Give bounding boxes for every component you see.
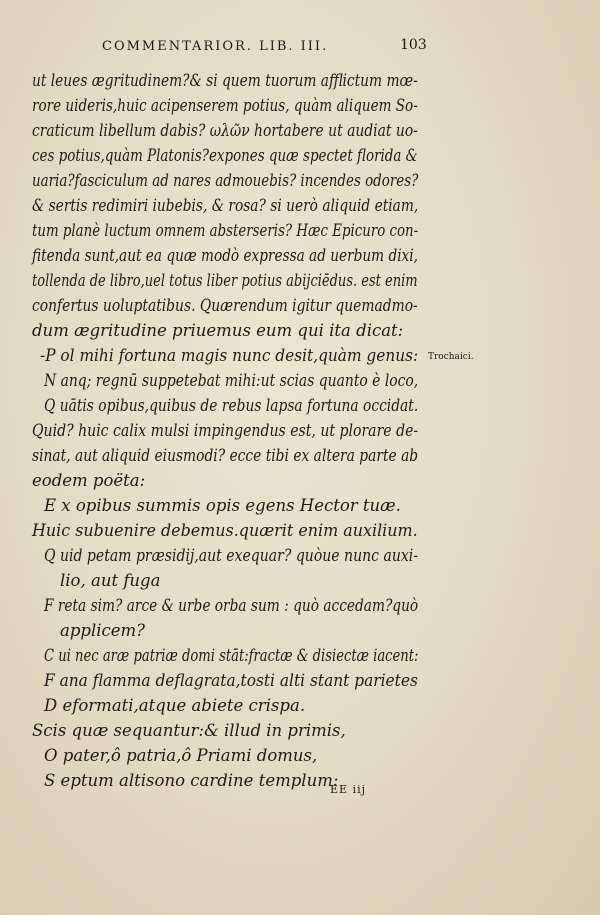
verse-line: N anq; regnū suppetebat mihi:ut scias quanto è loco, (44, 371, 419, 390)
verse-line: S eptum altisono cardine templum: (44, 771, 339, 790)
text-line: sinat, aut aliquid eiusmodi? ecce tibi ex altera parte ab (32, 446, 419, 465)
text-line: uaria?fasciculum ad nares admouebis? incendes odores? (32, 171, 419, 190)
margin-note: Trochaici. (428, 352, 474, 362)
text-line: Huic subuenire debemus.quærit enim auxilium. (32, 521, 418, 540)
text-line: confertus uoluptatibus. Quærendum igitur quemadmo- (32, 296, 418, 315)
running-title: COMMENTARIOR. LIB. III. (102, 39, 329, 54)
text-line: dum ægritudine priuemus eum qui ita dicat: (32, 321, 404, 340)
text-line: rore uideris,huic acipenserem potius, quàm aliquem So- (32, 96, 418, 115)
text-line: craticum libellum dabis? ωλῶν hortabere ut audiat uo- (32, 121, 418, 140)
text-line: ces potius,quàm Platonis?expones quæ spectet florida & (32, 146, 418, 165)
text-line: tum planè luctum omnem absterseris? Hæc Epicuro con- (32, 221, 419, 240)
verse-line: Q uātis opibus,quibus de rebus lapsa fortuna occidat. (44, 396, 419, 415)
verse-line: Q uid petam præsidij,aut exequar? quòue nunc auxi- (44, 546, 418, 565)
text-line: ut leues ægritudinem?& si quem tuorum afflictum mœ- (32, 71, 418, 90)
verse-line: F reta sim? arce & urbe orba sum : quò accedam?quò (44, 596, 419, 615)
verse-line: lio, aut fuga (60, 571, 161, 590)
verse-line: C ui nec aræ patriæ domi stāt:fractæ & disiectæ iacent: (44, 646, 419, 665)
text-line: & sertis redimiri iubebis, & rosa? si uerò aliquid etiam, (32, 196, 419, 215)
text-line: tollenda de libro,uel totus liber potius abijciēdus. est enim (32, 271, 418, 290)
verse-line: E x opibus summis opis egens Hector tuæ. (44, 496, 401, 515)
verse-line: D eformati,atque abiete crispa. (44, 696, 306, 715)
text-line: eodem poëta: (32, 471, 146, 490)
verse-line: F ana flamma deflagrata,tosti alti stant parietes (44, 671, 418, 690)
verse-line: O pater,ô patria,ô Priami domus, (44, 746, 318, 765)
verse-line: -P ol mihi fortuna magis nunc desit,quàm genus: (40, 346, 419, 365)
text-line: fitenda sunt,aut ea quæ modò expressa ad uerbum dixi, (32, 246, 418, 265)
verse-line: applicem? (60, 621, 146, 640)
text-line: Quid? huic calix mulsi impingendus est, ut plorare de- (32, 421, 419, 440)
text-line: Scis quæ sequantur:& illud in primis, (32, 721, 346, 740)
page-number: 103 (400, 37, 427, 53)
signature-mark: EE iij (330, 783, 367, 796)
